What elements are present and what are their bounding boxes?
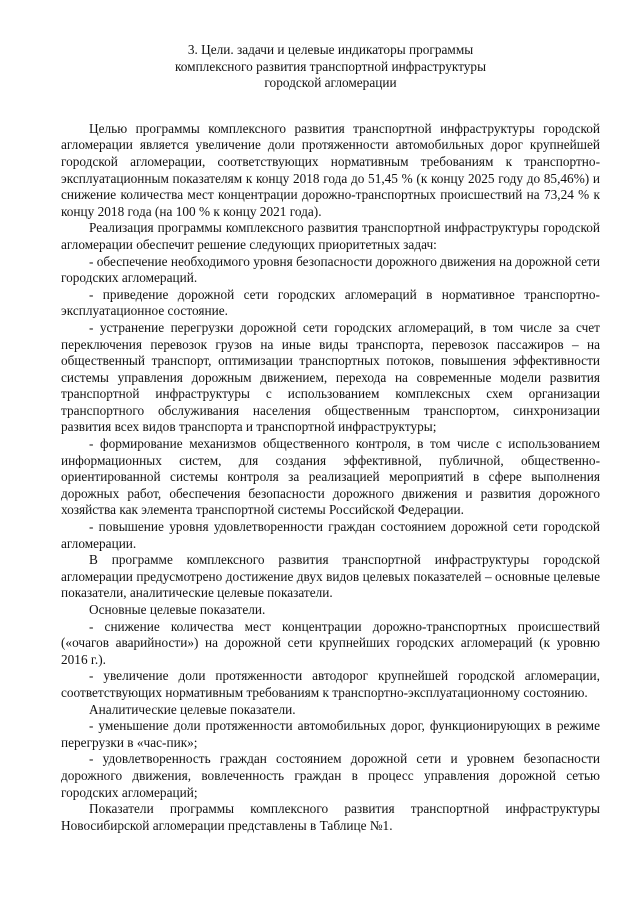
task-item-safety: - обеспечение необходимого уровня безопасности дорожного движения на дорожной сети городских агломераций. [61, 253, 600, 286]
paragraph-indicator-types: В программе комплексного развития транспортной инфраструктуры городской агломерации предусмотрено достижение двух видов целевых показателей – основные целевые показатели, аналитические целевые показатели. [61, 552, 600, 601]
heading-line-2: комплексного развития транспортной инфраструктуры [174, 58, 487, 74]
heading-line-3: городской агломерации [264, 75, 397, 91]
task-item-congestion: - устранение перегрузки дорожной сети городских агломераций, в том числе за счет переключения перевозок грузов на иные виды транспорта, перевозок пассажиров – на общественный транспорт, оптимизации транспортных потоков, повышения эффективности системы управления дорожным движением, перехода на современные модели развития транспортной инфраструктуры с использованием комплексных схем организации транспортного обслуживания населения общественным транспортом, синхронизации развития всех видов транспорта и транспортной инфраструктуры; [61, 319, 600, 435]
main-indicator-road-share: - увеличение доли протяженности автодорог крупнейшей городской агломерации, соответствующих нормативным требованиям к транспортно-эксплуатационному состоянию. [61, 668, 600, 700]
subheading-analytic-indicators: Аналитические целевые показатели. [89, 701, 296, 717]
main-indicator-accidents: - снижение количества мест концентрации дорожно-транспортных происшествий («очагов аварийности») на дорожной сети крупнейших городских агломераций (к уровню 2016 г.). [61, 618, 600, 667]
heading-line-1: 3. Цели. задачи и целевые индикаторы программы [187, 42, 474, 57]
analytic-indicator-citizen-satisfaction: - удовлетворенность граждан состоянием дорожной сети и уровнем безопасности дорожного движения, вовлеченность граждан в процесс управления дорожной сетью городских агломераций; [61, 751, 600, 800]
paragraph-goal: Целью программы комплексного развития транспортной инфраструктуры городской агломерации является увеличение доли протяженности автомобильных дорог крупнейшей городской агломерации, соответствующих нормативным требованиям к транспортно-эксплуатационным показателям к концу 2018 года до 51,45 % (к концу 2025 году до 85,46%) и снижение количества мест концентрации дорожно-транспортных происшествий на 73,24 % к концу 2018 года (на 100 % к концу 2021 года). [61, 120, 600, 219]
task-item-normative-state: - приведение дорожной сети городских агломераций в нормативное транспортно-эксплуатационное состояние. [61, 286, 600, 319]
analytic-indicator-peak-load: - уменьшение доли протяженности автомобильных дорог, функционирующих в режиме перегрузки в «час-пик»; [61, 718, 600, 750]
task-item-satisfaction: - повышение уровня удовлетворенности граждан состоянием дорожной сети городской агломерации. [61, 519, 600, 551]
section-heading [61, 42, 600, 92]
task-item-public-control: - формирование механизмов общественного контроля, в том числе с использованием информационных систем, для создания эффективной, публичной, общественно-ориентированной системы контроля за реализацией мероприятий в сфере выполнения дорожных работ, обеспечения безопасности дорожного движения и развития дорожного хозяйства как элемента транспортной системы Российской Федерации. [61, 436, 600, 518]
paragraph-tasks-intro: Реализация программы комплексного развития транспортной инфраструктуры городской агломерации обеспечит решение следующих приоритетных задач: [61, 220, 600, 252]
paragraph-table-reference: Показатели программы комплексного развития транспортной инфраструктуры Новосибирской агломерации представлены в Таблице №1. [61, 801, 600, 833]
subheading-main-indicators: Основные целевые показатели. [89, 602, 266, 617]
